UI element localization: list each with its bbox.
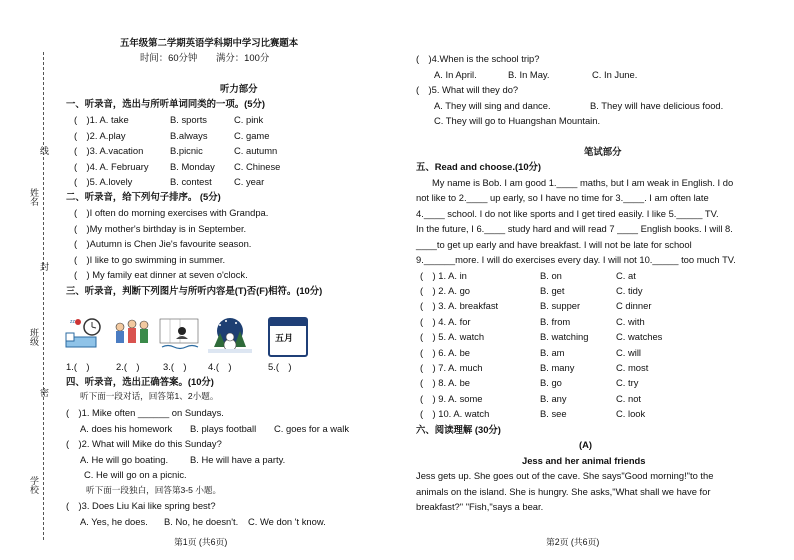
part4-q1-c: C. goes for a walk bbox=[274, 422, 350, 434]
part5-opt-10-b: B. see bbox=[540, 408, 567, 420]
part4-q3: ( )3. Does Liu Kai like spring best? bbox=[66, 500, 216, 511]
listening-q4-a: A. In April. bbox=[434, 68, 477, 80]
exam-info: 时间：60分钟 满分：100分 bbox=[140, 52, 270, 63]
part2-item-5: ( ) My family eat dinner at seven o'clock. bbox=[74, 269, 248, 280]
part4-q1: ( )1. Mike often ______ on Sundays. bbox=[66, 407, 224, 418]
listening-q5-b: B. They will have delicious food. bbox=[590, 99, 724, 111]
part5-opt-9-b: B. any bbox=[540, 392, 567, 404]
part5-opt-3-c: C dinner bbox=[616, 300, 652, 312]
part5-opt-4-b: B. from bbox=[540, 315, 571, 327]
picture-family bbox=[112, 317, 152, 353]
part1-q1-c: C. pink bbox=[234, 114, 264, 125]
written-section-title: 笔试部分 bbox=[584, 146, 622, 157]
part6-heading: 六、阅读理解 (30分) bbox=[416, 424, 501, 435]
part5-opt-8: ( ) 8. A. be bbox=[420, 377, 471, 389]
part5-opt-3: ( ) 3. A. breakfast bbox=[420, 300, 499, 312]
part1-q1-b: B. sports bbox=[170, 114, 207, 125]
part5-opt-3-b: B. supper bbox=[540, 300, 581, 312]
part5-opt-6-b: B. am bbox=[540, 346, 565, 358]
binding-dashed-line bbox=[43, 52, 44, 540]
part1-q4-b: B. Monday bbox=[170, 160, 215, 172]
margin-field-school: 学校 bbox=[29, 476, 39, 494]
part5-opt-5-c: C. watches bbox=[616, 331, 663, 343]
story-line-2: animals on the island. She is hungry. She asks,"What shall we have for bbox=[416, 485, 711, 497]
part5-opt-5: ( ) 5. A. watch bbox=[420, 331, 485, 343]
listening-q5-c: C. They will go to Huangshan Mountain. bbox=[434, 115, 601, 126]
part5-opt-4-c: C. with bbox=[616, 315, 645, 327]
part4-q3-b: B. No, he doesn't. bbox=[164, 515, 239, 527]
part5-opt-5-b: B. watching bbox=[540, 331, 589, 343]
part4-q2-b: B. He will have a party. bbox=[190, 453, 286, 465]
part2-item-4: ( )I like to go swimming in summer. bbox=[74, 253, 226, 265]
part1-q2-c: C. game bbox=[234, 129, 270, 141]
calendar-month-label: 五月 bbox=[275, 333, 294, 343]
part4-q1-a: A. does his homework bbox=[80, 422, 173, 434]
part5-opt-4: ( ) 4. A. for bbox=[420, 315, 471, 327]
part1-q5-b: B. contest bbox=[170, 176, 212, 187]
part3-answer-1: 1.( ) bbox=[66, 361, 90, 372]
picture-morning-exercise bbox=[64, 317, 108, 353]
part1-q4: ( )4. A. February bbox=[74, 160, 149, 172]
part1-q1: ( )1. A. take bbox=[74, 114, 129, 125]
part1-q2-b: B.always bbox=[170, 129, 208, 141]
margin-field-class: 班级 bbox=[29, 328, 39, 346]
part5-opt-10-c: C. look bbox=[616, 408, 646, 420]
listening-q4-b: B. In May. bbox=[508, 68, 550, 80]
part4-q3-c: C. We don 't know. bbox=[248, 515, 326, 527]
margin-field-name: 姓名 bbox=[29, 188, 39, 206]
story-line-3: breakfast?" "Fish,"says a bear. bbox=[416, 501, 544, 512]
part5-passage-line-6: 9.______more. I will do exercises every day. I will not 10._____ too much TV. bbox=[416, 254, 736, 265]
part5-passage-line-3: 4.____ school. I do not like sports and I get tired easily. I like 5._____ TV. bbox=[416, 207, 719, 219]
part4-q2-a: A. He will go boating. bbox=[80, 453, 169, 465]
part1-q3-b: B.picnic bbox=[170, 145, 203, 156]
part5-opt-10: ( ) 10. A. watch bbox=[420, 408, 490, 420]
listening-q4-c: C. In June. bbox=[592, 68, 638, 80]
margin-mark-secret: 密 bbox=[39, 388, 49, 397]
part4-intro-2: 听下面一段独白，回答第3-5 小题。 bbox=[86, 484, 222, 495]
part1-q3-c: C. autumn bbox=[234, 145, 278, 156]
part3-heading: 三、听录音，判断下列图片与所听内容是(T)否(F)相符。(10分) bbox=[66, 285, 323, 296]
part5-passage-line-1: My name is Bob. I am good 1.____ maths, but I am weak in English. I do bbox=[432, 176, 734, 188]
listening-q5: ( )5. What will they do? bbox=[416, 84, 519, 95]
right-page-footer: 第2页 (共6页) bbox=[546, 537, 600, 547]
part1-q5-c: C. year bbox=[234, 176, 265, 187]
part5-opt-7-c: C. most bbox=[616, 361, 649, 373]
margin-mark-line: 线 bbox=[39, 146, 49, 155]
svg-text:zz: zz bbox=[70, 319, 75, 325]
part4-heading: 四、听录音，选出正确答案。(10分) bbox=[66, 376, 214, 387]
part4-q3-a: A. Yes, he does. bbox=[80, 515, 148, 527]
part5-passage-line-5: ____to get up early and have breakfast. I will not be late for school bbox=[416, 238, 692, 250]
part3-answer-3: 3.( ) bbox=[163, 361, 187, 372]
listening-q4: ( )4.When is the school trip? bbox=[416, 53, 540, 64]
part5-opt-2-b: B. get bbox=[540, 284, 565, 296]
picture-calendar bbox=[268, 317, 308, 357]
part5-opt-6: ( ) 6. A. be bbox=[420, 346, 471, 358]
story-line-1: Jess gets up. She goes out of the cave. She says"Good morning!"to the bbox=[416, 470, 714, 481]
story-title: Jess and her animal friends bbox=[522, 454, 646, 466]
part6-sub: (A) bbox=[579, 439, 593, 450]
part5-opt-1-b: B. on bbox=[540, 269, 562, 281]
part1-heading: 一、听录音，选出与所听单词同类的一项。(5分) bbox=[66, 98, 265, 109]
part2-item-3: ( )Autumn is Chen Jie's favourite season. bbox=[74, 238, 252, 249]
margin-mark-seal: 封 bbox=[39, 262, 49, 271]
part3-answer-4: 4.( ) bbox=[208, 361, 232, 372]
part4-q2: ( )2. What will Mike do this Sunday? bbox=[66, 438, 222, 449]
part4-q1-b: B. plays football bbox=[190, 422, 257, 434]
part1-q2: ( )2. A.play bbox=[74, 129, 126, 141]
part2-heading: 二、听录音，给下列句子排序。 (5分) bbox=[66, 191, 221, 202]
part5-passage-line-2: not like to 2.____ up early, so I have no time for 3.____. I am often late bbox=[416, 192, 709, 203]
part1-q5: ( )5. A.lovely bbox=[74, 176, 133, 187]
part3-answer-2: 2.( ) bbox=[116, 361, 140, 372]
part2-item-2: ( )My mother's birthday is in September. bbox=[74, 222, 247, 234]
part4-q2-c: C. He will go on a picnic. bbox=[84, 469, 187, 480]
part5-heading: 五、Read and choose.(10分) bbox=[416, 161, 542, 172]
part5-opt-8-b: B. go bbox=[540, 377, 562, 389]
part1-q4-c: C. Chinese bbox=[234, 160, 281, 172]
part5-opt-1: ( ) 1. A. in bbox=[420, 269, 467, 281]
part2-item-1: ( )I often do morning exercises with Grandpa. bbox=[74, 207, 269, 218]
picture-girl-swimming bbox=[158, 317, 202, 353]
exam-title: 五年级第二学期英语学科期中学习比赛题本 bbox=[120, 37, 299, 48]
part5-opt-7: ( ) 7. A. much bbox=[420, 361, 483, 373]
part5-opt-9: ( ) 9. A. some bbox=[420, 392, 483, 404]
listening-section-title: 听力部分 bbox=[220, 83, 258, 94]
part5-opt-7-b: B. many bbox=[540, 361, 575, 373]
part1-q3: ( )3. A.vacation bbox=[74, 145, 144, 156]
part5-opt-8-c: C. try bbox=[616, 377, 639, 389]
part5-opt-2-c: C. tidy bbox=[616, 284, 643, 296]
part4-intro-1: 听下面一段对话，回答第1、2小题。 bbox=[80, 391, 219, 401]
part5-passage-line-4: In the future, I 6.____ study hard and will read 7 ____ English books. I will 8. bbox=[416, 223, 733, 234]
picture-winter-snowman bbox=[206, 317, 254, 355]
listening-q5-a: A. They will sing and dance. bbox=[434, 99, 551, 111]
left-page-footer: 第1页 (共6页) bbox=[174, 537, 228, 547]
part5-opt-6-c: C. will bbox=[616, 346, 641, 358]
part3-answer-5: 5.( ) bbox=[268, 361, 292, 372]
part5-opt-1-c: C. at bbox=[616, 269, 636, 281]
part5-opt-9-c: C. not bbox=[616, 392, 642, 404]
part5-opt-2: ( ) 2. A. go bbox=[420, 284, 471, 296]
